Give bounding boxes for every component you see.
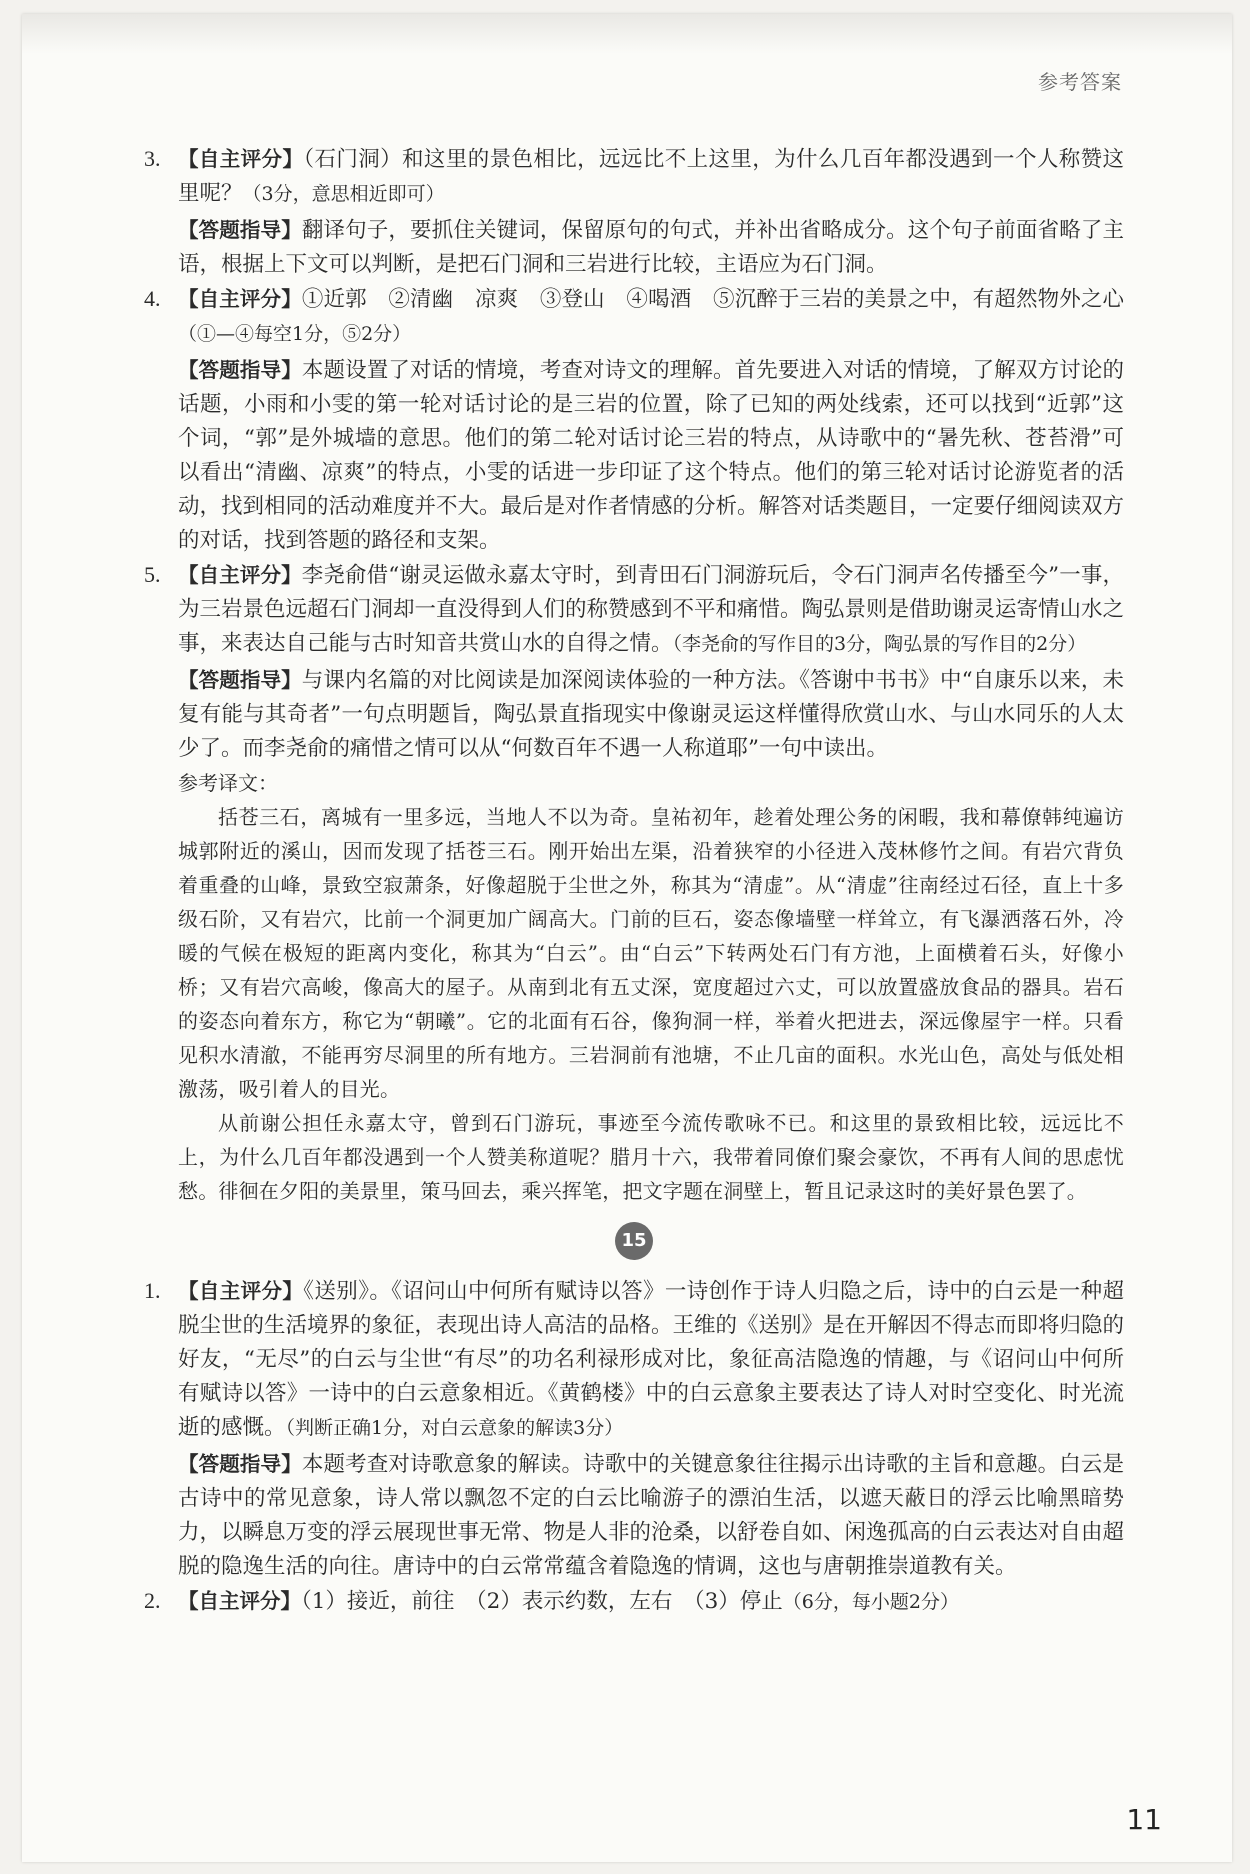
guide-paragraph bbox=[178, 1447, 1124, 1584]
self-score-tag: 【自主评分】 bbox=[178, 147, 304, 171]
score-note: （李尧俞的写作目的3分，陶弘景的写作目的2分） bbox=[672, 633, 1087, 655]
guide-tag: 【答题指导】 bbox=[178, 668, 302, 692]
score-note: （6分，每小题2分） bbox=[782, 1591, 959, 1613]
self-score-paragraph bbox=[178, 282, 1124, 351]
self-score-paragraph bbox=[178, 558, 1124, 661]
guide-text: 翻译句子，要抓住关键词，保留原句的句式，并补出省略成分。这个句子前面省略了主语，根据上下文可以判断，是把石门洞和三岩进行比较，主语应为石门洞。 bbox=[178, 218, 1124, 277]
guide-paragraph bbox=[178, 663, 1124, 766]
score-note: （3分，意思相近即可） bbox=[242, 183, 445, 205]
answer-content bbox=[144, 142, 1124, 1619]
score-note: （判断正确1分，对白云意象的解读3分） bbox=[285, 1417, 624, 1439]
guide-tag: 【答题指导】 bbox=[178, 218, 302, 242]
guide-tag: 【答题指导】 bbox=[178, 1452, 302, 1476]
self-score-paragraph bbox=[178, 1274, 1124, 1445]
page-header: 参考答案 bbox=[1038, 70, 1122, 94]
section-number-badge: 15 bbox=[615, 1222, 653, 1260]
translation-label: 参考译文： bbox=[178, 771, 278, 795]
document-page bbox=[22, 14, 1232, 1862]
self-score-tag: 【自主评分】 bbox=[178, 1589, 301, 1613]
score-note: （①—④每空1分，⑤2分） bbox=[178, 323, 412, 345]
question-2 bbox=[144, 1584, 1124, 1619]
self-score-tag: 【自主评分】 bbox=[178, 563, 302, 587]
guide-text: 本题设置了对话的情境，考查对诗文的理解。首先要进入对话的情境，了解双方讨论的话题，小雨和小雯的第一轮对话讨论的是三岩的位置，除了已知的两处线索，还可以找到“近郭”这个词，“郭”是外城墙的意思。他们的第二轮对话讨论三岩的特点，从诗歌中的“暑先秋、苍苔滑”可以看出“清幽、凉爽”的特点，小雯的话进一步印证了这个特点。他们的第三轮对话讨论游览者的活动，找到相同的活动难度并不大。最后是对作者情感的分析。解答对话类题目，一定要仔细阅读双方的对话，找到答题的路径和支架。 bbox=[178, 358, 1125, 553]
self-score-tag: 【自主评分】 bbox=[178, 1279, 304, 1303]
self-score-tag: 【自主评分】 bbox=[178, 287, 302, 311]
answer-text: 李尧俞借“谢灵运做永嘉太守时，到青田石门洞游玩后，令石门洞声名传播至今”一事，为三岩景色远超石门洞却一直没得到人们的称赞感到不平和痛惜。陶弘景则是借助谢灵运寄情山水之事，来表达自己能与古时知音共赏山水的自得之情。 bbox=[178, 563, 1125, 656]
answer-text: 《送别》。《诏问山中何所有赋诗以答》一诗创作于诗人归隐之后，诗中的白云是一种超脱尘世的生活境界的象征，表现出诗人高洁的品格。王维的《送别》是在开解因不得志而即将归隐的好友，“无尽”的白云与尘世“有尽”的功名利禄形成对比，象征高洁隐逸的情趣，与《诏问山中何所有赋诗以答》一诗中的白云意象相近。《黄鹤楼》中的白云意象主要表达了诗人对时空变化、时光流逝的感慨。 bbox=[178, 1279, 1125, 1440]
guide-paragraph bbox=[178, 213, 1124, 282]
question-5 bbox=[144, 558, 1124, 800]
guide-text: 与课内名篇的对比阅读是加深阅读体验的一种方法。《答谢中书书》中“自康乐以来，未复有能与其奇者”一句点明题旨，陶弘景直指现实中像谢灵运这样懂得欣赏山水、与山水同乐的人太少了。而李尧俞的痛惜之情可以从“何数百年不遇一人称道耶”一句中读出。 bbox=[178, 668, 1125, 761]
guide-text: 本题考查对诗歌意象的解读。诗歌中的关键意象往往揭示出诗歌的主旨和意趣。白云是古诗中的常见意象，诗人常以飘忽不定的白云比喻游子的漂泊生活，以遮天蔽日的浮云比喻黑暗势力，以瞬息万变的浮云展现世事无常、物是人非的沧桑，以舒卷自如、闲逸孤高的白云表达对自由超脱的隐逸生活的向往。唐诗中的白云常常蕴含着隐逸的情调，这也与唐朝推崇道教有关。 bbox=[178, 1452, 1125, 1579]
self-score-paragraph bbox=[178, 1584, 1124, 1619]
answer-text: （石门洞）和这里的景色相比，远远比不上这里，为什么几百年都没遇到一个人称赞这里呢？ bbox=[178, 147, 1124, 206]
question-number: 1. bbox=[144, 1278, 161, 1303]
answer-text: （1）接近，前往 （2）表示约数，左右 （3）停止 bbox=[301, 1589, 783, 1614]
question-3 bbox=[144, 142, 1124, 282]
answer-text: ①近郭 ②清幽 凉爽 ③登山 ④喝酒 ⑤沉醉于三岩的美景之中，有超然物外之心 bbox=[301, 287, 1124, 312]
translation-paragraph: 括苍三石，离城有一里多远，当地人不以为奇。皇祐初年，趁着处理公务的闲暇，我和幕僚韩纯遍访城郭附近的溪山，因而发现了括苍三石。刚开始出左渠，沿着狭窄的小径进入茂林修竹之间。有岩穴背负着重叠的山峰，景致空寂萧条，好像超脱于尘世之外，称其为“清虚”。从“清虚”往南经过石径，直上十多级石阶，又有岩穴，比前一个洞更加广阔高大。门前的巨石，姿态像墙壁一样耸立，有飞瀑洒落石外，冷暖的气候在极短的距离内变化，称其为“白云”。由“白云”下转两处石门有方池，上面横着石头，好像小桥；又有岩穴高峻，像高大的屋子。从南到北有五丈深，宽度超过六丈，可以放置盛放食品的器具。岩石的姿态向着东方，称它为“朝曦”。它的北面有石谷，像狗洞一样，举着火把进去，深远像屋宇一样。只看见积水清澈，不能再穷尽洞里的所有地方。三岩洞前有池塘，不止几亩的面积。水光山色，高处与低处相激荡，吸引着人的目光。 bbox=[178, 805, 1124, 1101]
question-number: 5. bbox=[144, 562, 161, 587]
question-4 bbox=[144, 282, 1124, 558]
question-1 bbox=[144, 1274, 1124, 1584]
question-number: 3. bbox=[144, 146, 161, 171]
translation-paragraph: 从前谢公担任永嘉太守，曾到石门游玩，事迹至今流传歌咏不已。和这里的景致相比较，远远比不上，为什么几百年都没遇到一个人赞美称道呢？腊月十六，我带着同僚们聚会豪饮，不再有人间的思虑忧愁。徘徊在夕阳的美景里，策马回去，乘兴挥笔，把文字题在洞壁上，暂且记录这时的美好景色罢了。 bbox=[178, 1111, 1124, 1203]
question-number: 2. bbox=[144, 1588, 161, 1613]
page-number: 11 bbox=[1126, 1803, 1162, 1836]
guide-tag: 【答题指导】 bbox=[178, 358, 302, 382]
guide-paragraph bbox=[178, 353, 1124, 558]
question-number: 4. bbox=[144, 286, 161, 311]
self-score-paragraph bbox=[178, 142, 1124, 211]
